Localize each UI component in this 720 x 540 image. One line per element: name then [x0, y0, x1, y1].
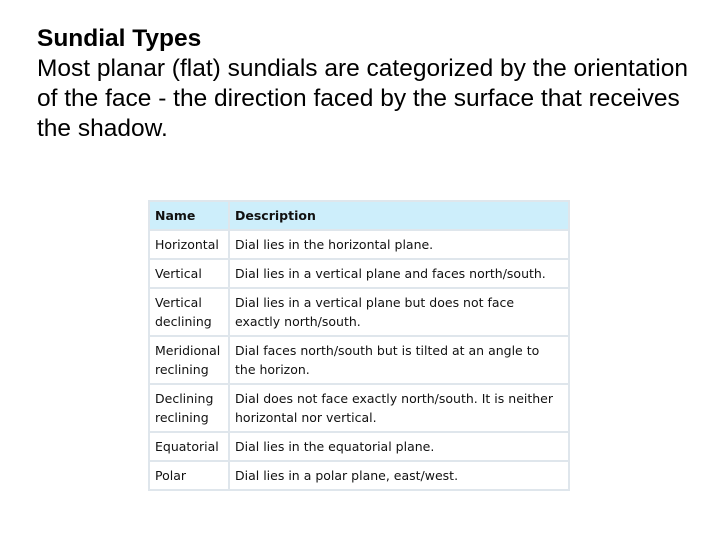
row-name-cell: Polar [149, 461, 229, 490]
table-row [149, 432, 569, 461]
sundial-types-table [148, 200, 570, 491]
row-name-cell: Vertical [149, 259, 229, 288]
row-description-cell: Dial lies in a polar plane, east/west. [229, 461, 569, 490]
column-header-description: Description [229, 201, 569, 230]
row-description-cell: Dial lies in a vertical plane but does not face exactly north/south. [229, 288, 569, 336]
table-row [149, 461, 569, 490]
row-description-cell: Dial lies in the equatorial plane. [229, 432, 569, 461]
slide-body-text: Most planar (flat) sundials are categorized by the orientation of the face - the direction faced by the surface that receives the shadow. [37, 55, 688, 142]
row-name-cell: Declining reclining [149, 384, 229, 432]
table-row [149, 230, 569, 259]
slide-text-block [37, 24, 697, 144]
slide-title: Sundial Types [37, 25, 202, 52]
row-description-cell: Dial faces north/south but is tilted at an angle to the horizon. [229, 336, 569, 384]
row-description-cell: Dial lies in the horizontal plane. [229, 230, 569, 259]
table-row [149, 384, 569, 432]
row-name-cell: Meridional reclining [149, 336, 229, 384]
table-row [149, 288, 569, 336]
table-row [149, 259, 569, 288]
table-header-row [149, 201, 569, 230]
table-row [149, 336, 569, 384]
column-header-name: Name [149, 201, 229, 230]
sundial-types-table-container [148, 200, 570, 491]
row-name-cell: Equatorial [149, 432, 229, 461]
row-name-cell: Horizontal [149, 230, 229, 259]
row-description-cell: Dial lies in a vertical plane and faces north/south. [229, 259, 569, 288]
row-description-cell: Dial does not face exactly north/south. It is neither horizontal nor vertical. [229, 384, 569, 432]
row-name-cell: Vertical declining [149, 288, 229, 336]
